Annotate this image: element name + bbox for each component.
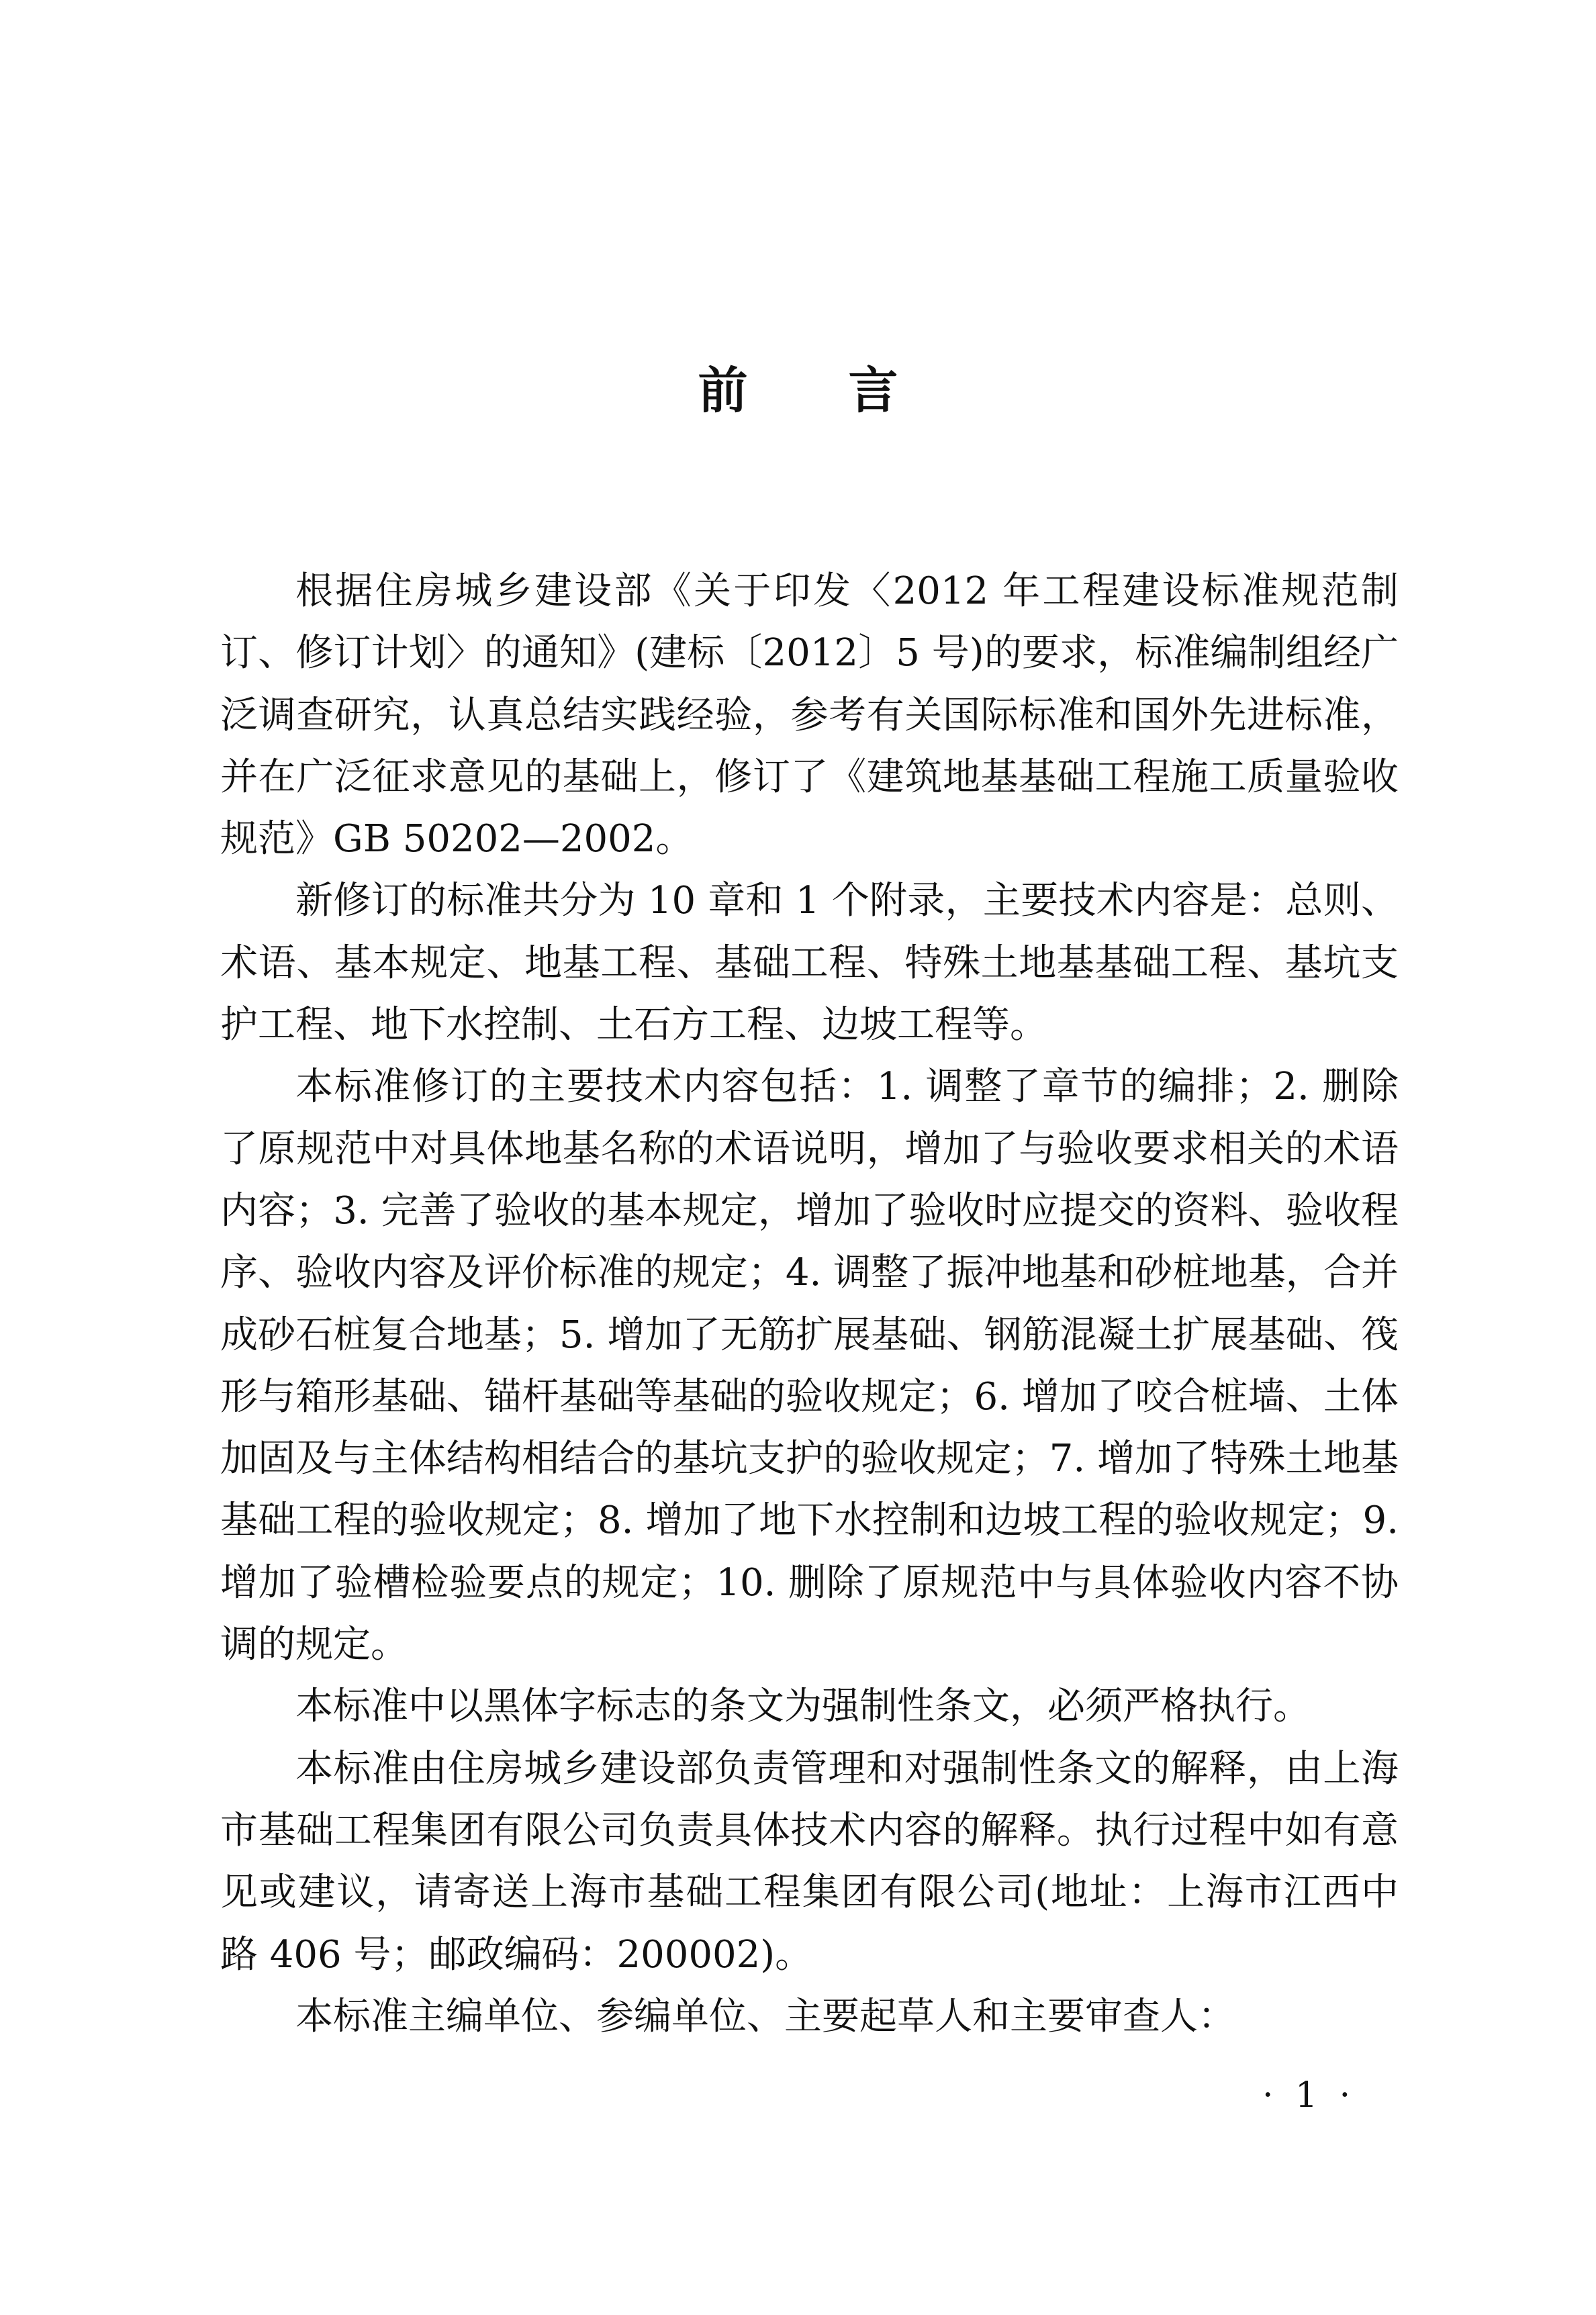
title-char-1: 前 xyxy=(698,362,748,420)
paragraph-revisions: 本标准修订的主要技术内容包括：1. 调整了章节的编排；2. 删除了原规范中对具体地基名称的术语说明，增加了与验收要求相关的术语内容；3. 完善了验收的基本规定，增加了验收时应提交的资料、验收程序、验收内容及评价标准的规定；4. 调整了振冲地基和砂桩地基，合并成砂石桩复合地基；5. 增加了无筋扩展基础、钢筋混凝土扩展基础、筏形与箱形基础、锚杆基础等基础的验收规定；6. 增加了咬合桩墙、土体加固及与主体结构相结合的基坑支护的验收规定；7. 增加了特殊土地基基础工程的验收规定；8. 增加了地下水控制和边坡工程的验收规定；9. 增加了验槽检验要点的规定；10. 删除了原规范中与具体验收内容不协调的规定。 xyxy=(220,1065,1399,1667)
paragraph-contents: 新修订的标准共分为 10 章和 1 个附录，主要技术内容是：总则、术语、基本规定、地基工程、基础工程、特殊土地基基础工程、基坑支护工程、地下水控制、土石方工程、边坡工程等。 xyxy=(220,879,1399,1047)
paragraph-management: 本标准由住房城乡建设部负责管理和对强制性条文的解释，由上海市基础工程集团有限公司负责具体技术内容的解释。执行过程中如有意见或建议，请寄送上海市基础工程集团有限公司(地址：上海市江西中路 406 号；邮政编码：200002)。 xyxy=(220,1746,1399,1977)
title-char-2: 言 xyxy=(848,362,898,420)
page-title xyxy=(0,362,1596,420)
preface-body xyxy=(220,561,1399,2048)
paragraph-mandatory: 本标准中以黑体字标志的条文为强制性条文，必须严格执行。 xyxy=(295,1685,1311,1729)
page-number: · 1 · xyxy=(1262,2075,1356,2116)
paragraph-contributors: 本标准主编单位、参编单位、主要起草人和主要审查人： xyxy=(295,1994,1235,2038)
paragraph-basis: 根据住房城乡建设部《关于印发〈2012 年工程建设标准规范制订、修订计划〉的通知》(建标〔2012〕5 号)的要求，标准编制组经广泛调查研究，认真总结实践经验，参考有关国际标准和国外先进标准，并在广泛征求意见的基础上，修订了《建筑地基基础工程施工质量验收规范》GB 50202—2002。 xyxy=(220,569,1399,861)
